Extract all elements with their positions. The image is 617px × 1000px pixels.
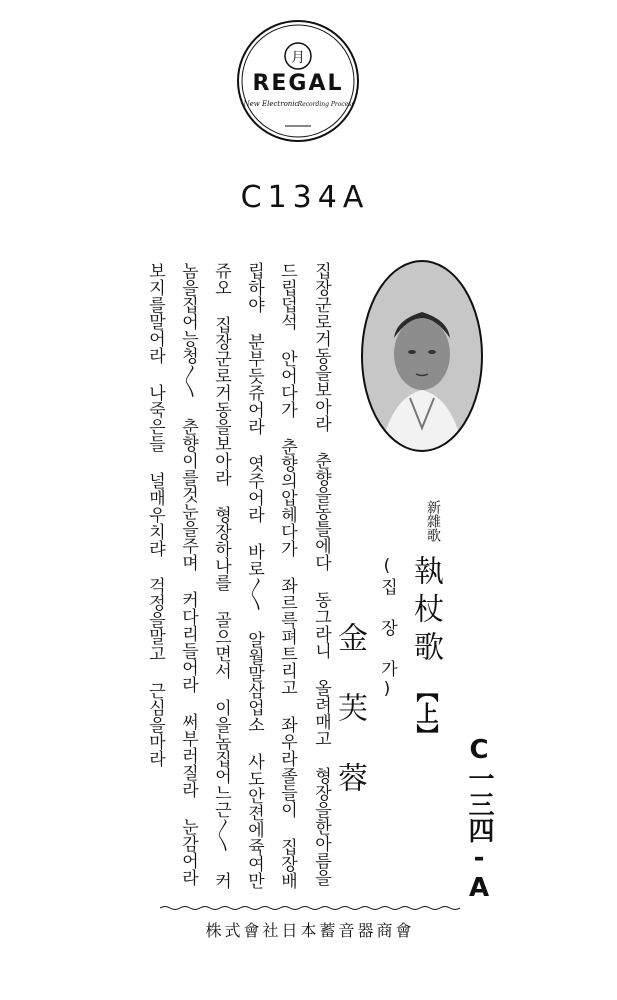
lyric-line-4: 쥬오 집장군로거동을보아라 형장하나를 골으면서 이을놈집어느근〳〵 커 <box>211 262 231 889</box>
lyric-line-3: 립하야 분부듯쥬어라 엿주어라 바로〳〵 알월말삼업소 사도안젼에쥭여만 <box>244 262 264 889</box>
catalog-number: C134A <box>240 180 370 215</box>
part-label: 【上】 <box>413 680 438 746</box>
decorative-wave-rule <box>160 905 460 911</box>
song-title: 執杖歌 <box>408 555 443 669</box>
lyric-line-5: 놈을집어능청〳〵 춘향이를것눈을주며 커다리들어라 써부러질라 눈감어라 <box>178 262 198 886</box>
left-subtext: New Electronic <box>243 100 299 108</box>
lyric-line-6: 보지를말어라 나죽은들 널매우치랴 걱정을말고 근심을마라 <box>145 262 165 767</box>
company-name: 株式會社日本蓄音器商會 <box>205 921 415 940</box>
regal-logo <box>235 18 361 144</box>
singer-portrait <box>360 258 484 454</box>
right-subtext: Recording Process <box>297 101 355 108</box>
lyric-line-2: 드립덥석 안어다가 춘향의압헤다가 좌르륵펴트리고 좌우라졸들이 집장배 <box>277 262 297 889</box>
catalog-number-vertical: C一三四-A <box>464 735 494 903</box>
singer-name: 金芙蓉 <box>332 622 367 832</box>
genre-label: 新雜歌 <box>425 500 441 542</box>
brand-text: REGAL <box>252 71 344 96</box>
svg-text:月: 月 <box>291 50 305 66</box>
title-reading: (집 장 가) <box>377 556 397 701</box>
lyric-line-1: 집장군로거동을보아라 춘향을동틀에다 동그라니 올려매고 형장을한아름을 <box>311 262 331 886</box>
